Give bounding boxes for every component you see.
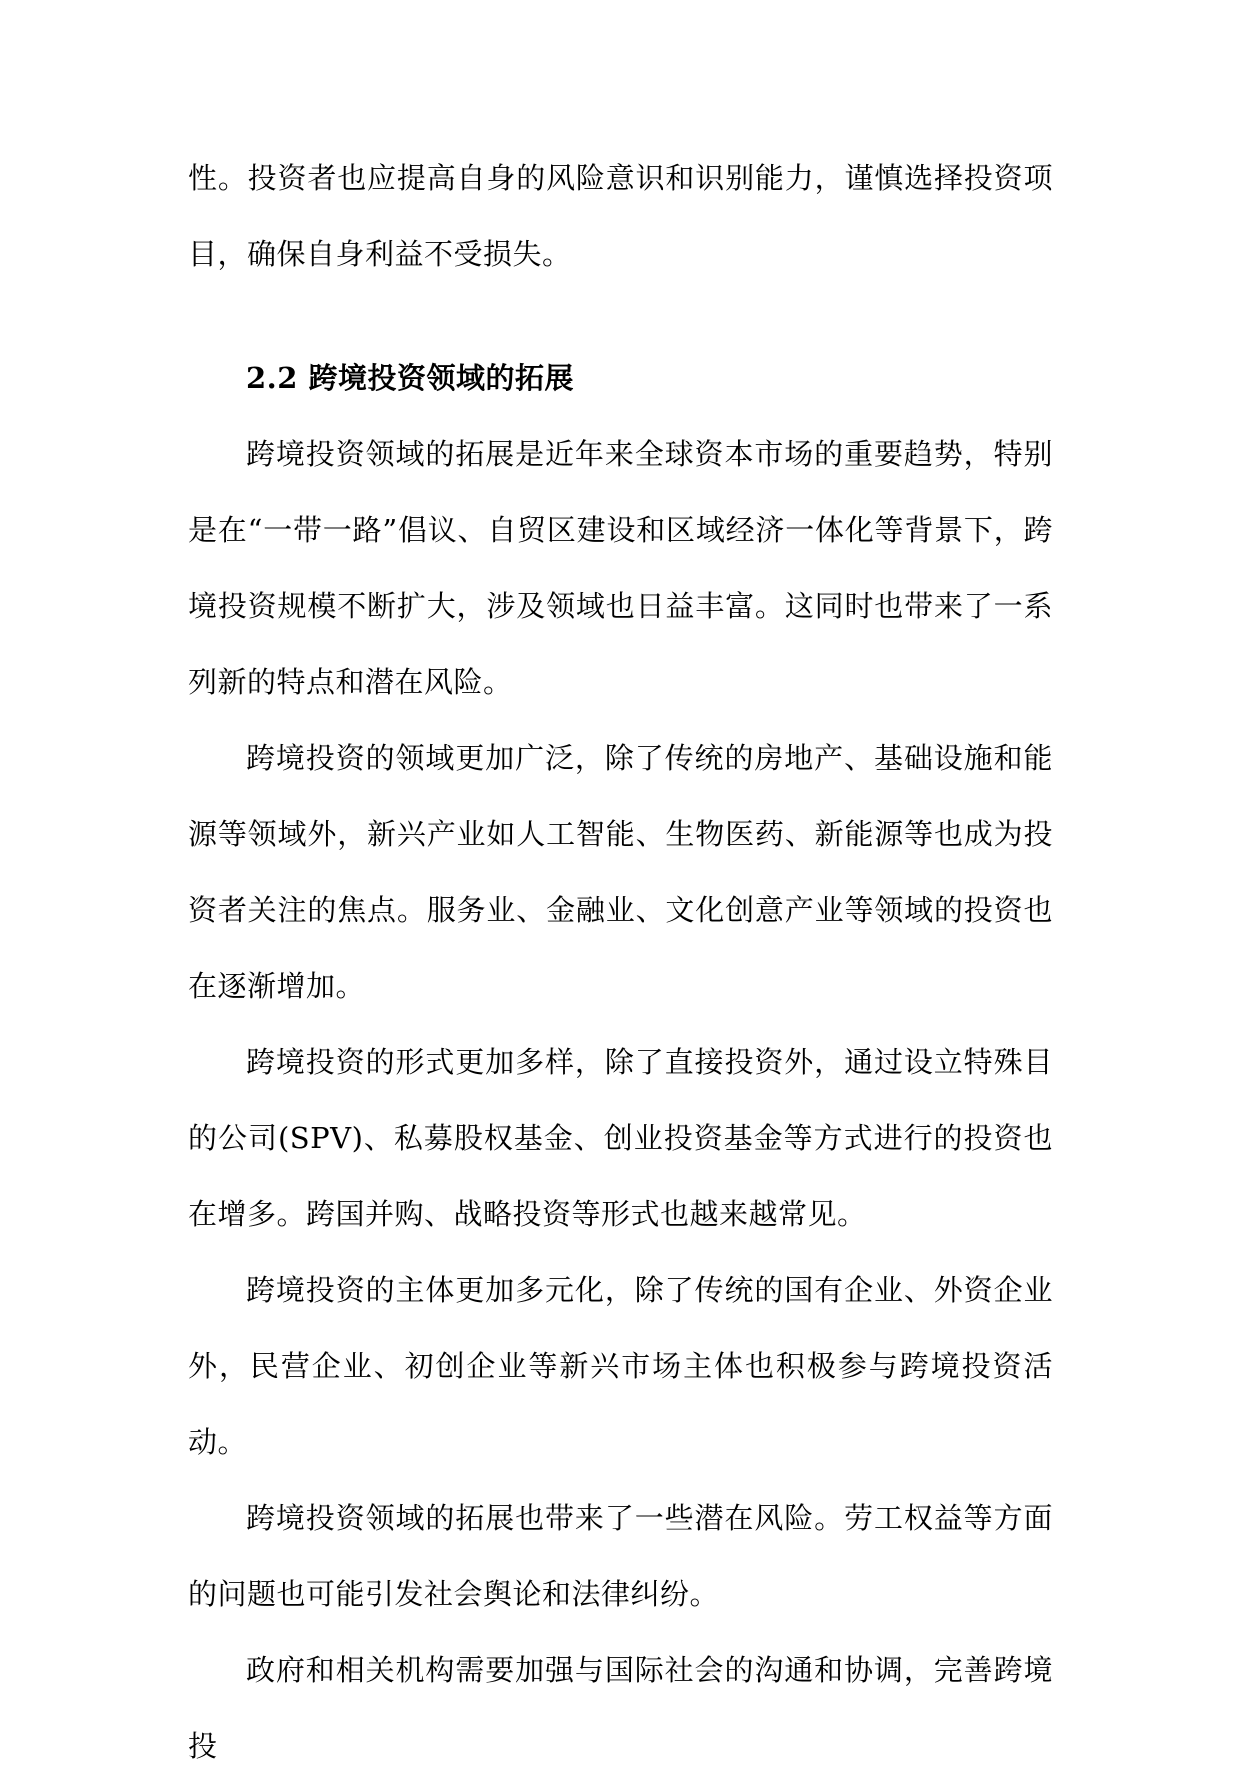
document-body — [188, 140, 1053, 1784]
body-paragraph: 政府和相关机构需要加强与国际社会的沟通和协调，完善跨境投 — [188, 1653, 1053, 1763]
body-paragraph: 跨境投资的领域更加广泛，除了传统的房地产、基础设施和能源等领域外，新兴产业如人工智能、生物医药、新能源等也成为投资者关注的焦点。服务业、金融业、文化创意产业等领域的投资也在逐渐增加。 — [188, 741, 1053, 1003]
body-paragraph: 跨境投资领域的拓展是近年来全球资本市场的重要趋势，特别是在“一带一路”倡议、自贸区建设和区域经济一体化等背景下，跨境投资规模不断扩大，涉及领域也日益丰富。这同时也带来了一系列新的特点和潜在风险。 — [188, 437, 1053, 699]
body-paragraph: 跨境投资的主体更加多元化，除了传统的国有企业、外资企业外，民营企业、初创企业等新兴市场主体也积极参与跨境投资活动。 — [188, 1273, 1053, 1459]
body-paragraph: 跨境投资的形式更加多样，除了直接投资外，通过设立特殊目的公司(SPV)、私募股权基金、创业投资基金等方式进行的投资也在增多。跨国并购、战略投资等形式也越来越常见。 — [188, 1045, 1053, 1231]
continuation-paragraph: 性。投资者也应提高自身的风险意识和识别能力，谨慎选择投资项目，确保自身利益不受损失。 — [188, 161, 1053, 271]
body-paragraph: 跨境投资领域的拓展也带来了一些潜在风险。劳工权益等方面的问题也可能引发社会舆论和法律纠纷。 — [188, 1501, 1053, 1611]
section-heading: 2.2 跨境投资领域的拓展 — [246, 361, 575, 395]
